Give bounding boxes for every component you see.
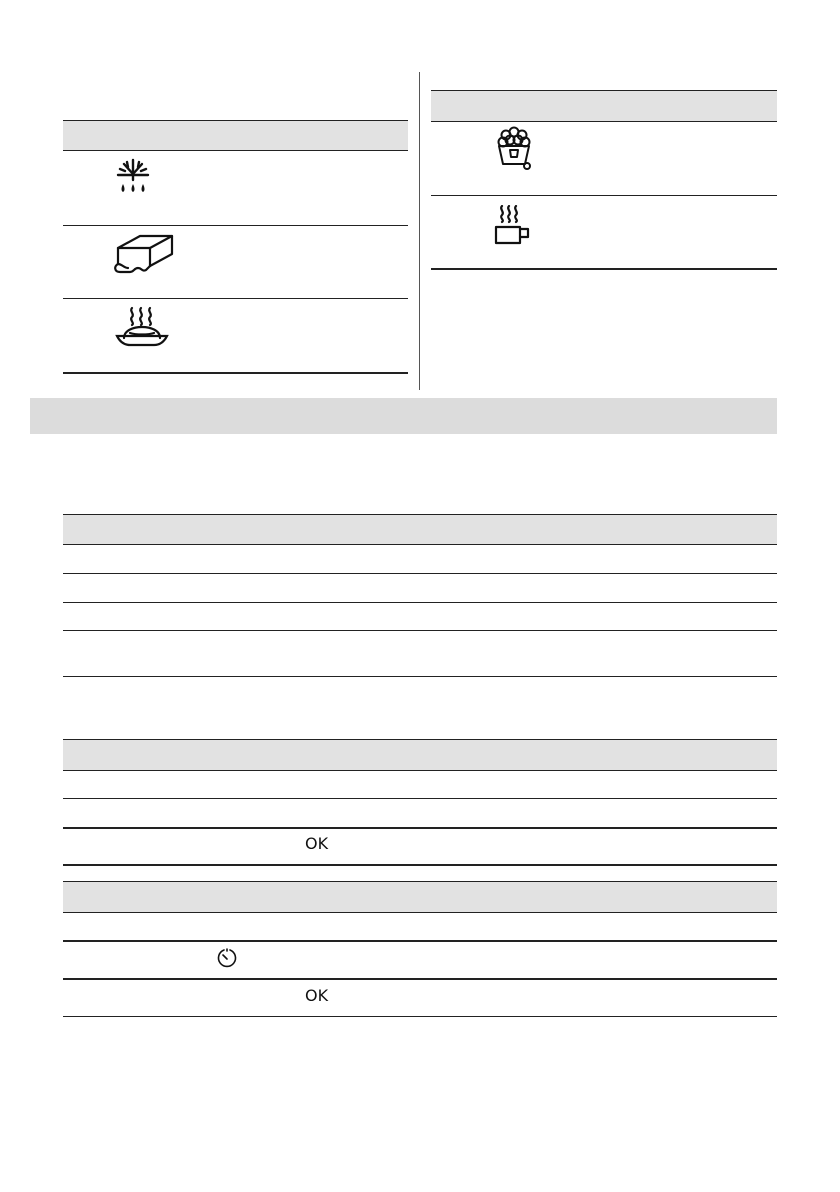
ok-symbol: OK (305, 986, 329, 1005)
table-row (63, 573, 777, 574)
table-row (63, 940, 777, 942)
column-divider (419, 72, 420, 390)
table-bottom-rule (63, 1016, 777, 1017)
right-table-header (431, 90, 777, 122)
right-table-rule (431, 195, 777, 196)
table-four-header (63, 739, 777, 771)
butter-icon (112, 234, 174, 276)
table-row (63, 630, 777, 631)
timer-icon (216, 947, 238, 969)
right-table-bottom-rule (431, 268, 777, 270)
table-row (63, 978, 777, 980)
left-table-bottom-rule (63, 372, 408, 374)
table-three-header (63, 514, 777, 545)
table-bottom-rule (63, 676, 777, 677)
table-bottom-rule (63, 864, 777, 866)
ok-symbol: OK (305, 834, 329, 853)
table-row (63, 827, 777, 829)
hot-drink-icon (494, 205, 530, 245)
defrost-icon (116, 158, 150, 196)
left-table-header (63, 120, 408, 151)
section-band (30, 398, 777, 434)
table-row (63, 602, 777, 603)
table-row (63, 798, 777, 799)
table-five-header (63, 881, 777, 913)
left-table-rule (63, 225, 408, 226)
cake-icon (114, 306, 170, 348)
left-table-rule (63, 298, 408, 299)
popcorn-icon (496, 126, 532, 170)
